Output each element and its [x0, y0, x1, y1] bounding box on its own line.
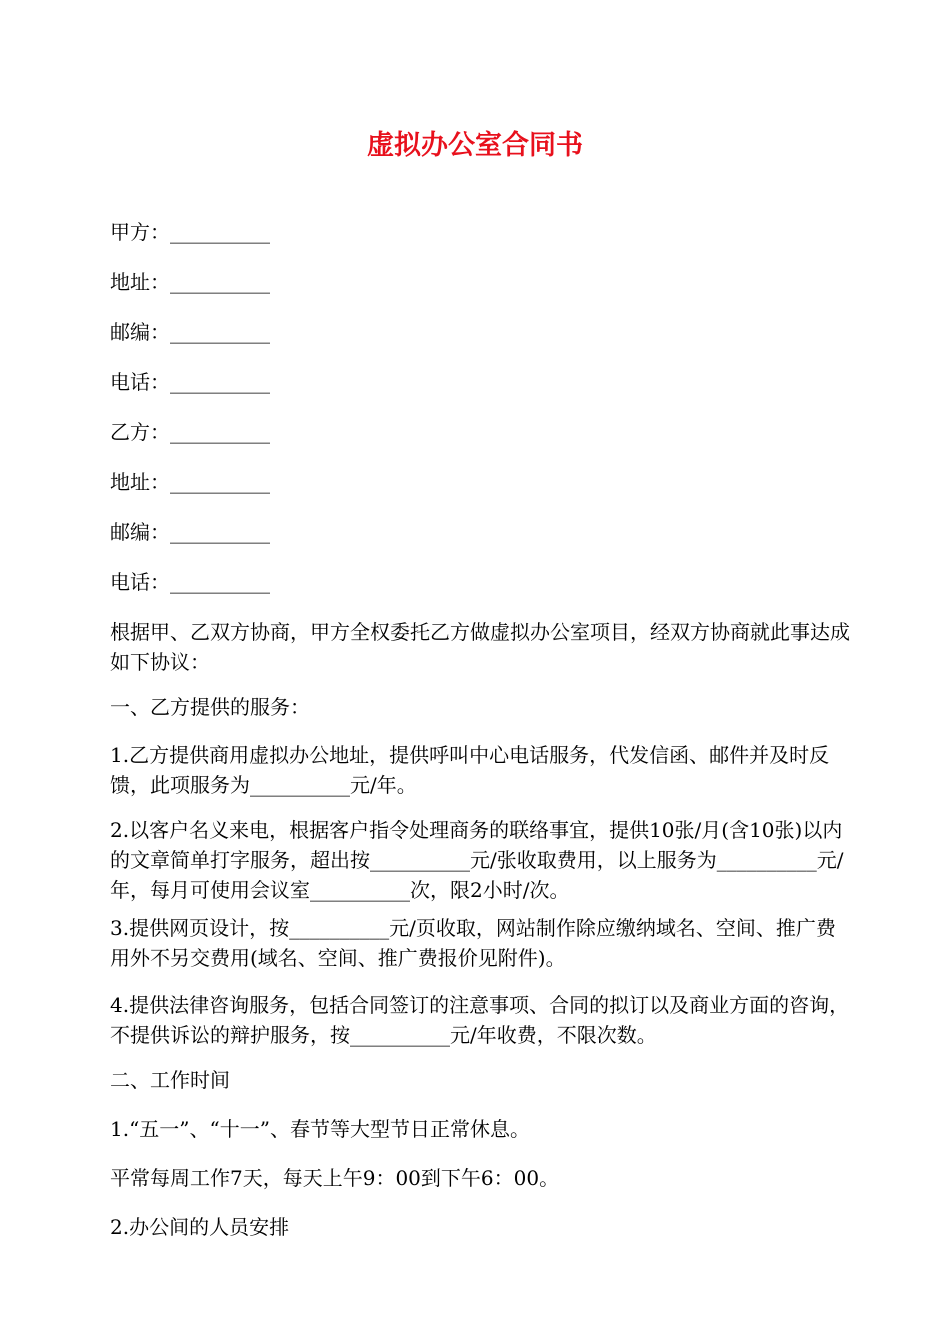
field-label: 电话： — [110, 570, 170, 594]
section-heading-services: 一、乙方提供的服务： — [110, 695, 310, 719]
field-label: 邮编： — [110, 520, 170, 544]
field-blank: __________ — [170, 520, 270, 544]
field-blank: __________ — [170, 270, 270, 294]
hours-paragraph: 平常每周工作7天，每天上午9：00到下午6：00。 — [110, 1166, 560, 1190]
field-blank: __________ — [170, 420, 270, 444]
party-a-field — [110, 217, 845, 247]
field-blank: __________ — [170, 370, 270, 394]
service-item-1: 1.乙方提供商用虚拟办公地址，提供呼叫中心电话服务，代发信函、邮件并及时反馈，此项服务为__________元/年。 — [110, 743, 830, 797]
field-label: 地址： — [110, 470, 170, 494]
party-b-phone-field — [110, 567, 845, 597]
party-b-postcode-field — [110, 517, 845, 547]
service-item-3: 3.提供网页设计，按__________元/页收取，网站制作除应缴纳域名、空间、推广费用外不另交费用(域名、空间、推广费报价见附件)。 — [110, 916, 836, 970]
field-label: 地址： — [110, 270, 170, 294]
field-label: 甲方： — [110, 220, 170, 244]
field-label: 电话： — [110, 370, 170, 394]
field-label: 邮编： — [110, 320, 170, 344]
party-a-address-field — [110, 267, 845, 297]
intro-paragraph: 根据甲、乙双方协商，甲方全权委托乙方做虚拟办公室项目，经双方协商就此事达成如下协议： — [110, 620, 850, 674]
service-item-4: 4.提供法律咨询服务，包括合同签订的注意事项、合同的拟订以及商业方面的咨询，不提供诉讼的辩护服务，按__________元/年收费，不限次数。 — [110, 993, 850, 1047]
field-blank: __________ — [170, 470, 270, 494]
field-label: 乙方： — [110, 420, 170, 444]
staff-paragraph: 2.办公间的人员安排 — [110, 1215, 290, 1239]
section-heading-hours: 二、工作时间 — [110, 1068, 230, 1092]
service-item-2: 2.以客户名义来电，根据客户指令处理商务的联络事宜，提供10张/月(含10张)以内的文章简单打字服务，超出按__________元/张收取费用，以上服务为__________元/年，每月可使用会议室__________次，限2小时/次。 — [110, 818, 844, 902]
document-title: 虚拟办公室合同书 — [367, 130, 583, 161]
field-blank: __________ — [170, 320, 270, 344]
field-blank: __________ — [170, 220, 270, 244]
holiday-paragraph: 1.“五一”、“十一”、春节等大型节日正常休息。 — [110, 1117, 530, 1141]
party-b-field — [110, 417, 845, 447]
party-a-postcode-field — [110, 317, 845, 347]
party-b-address-field — [110, 467, 845, 497]
field-blank: __________ — [170, 570, 270, 594]
party-a-phone-field — [110, 367, 845, 397]
